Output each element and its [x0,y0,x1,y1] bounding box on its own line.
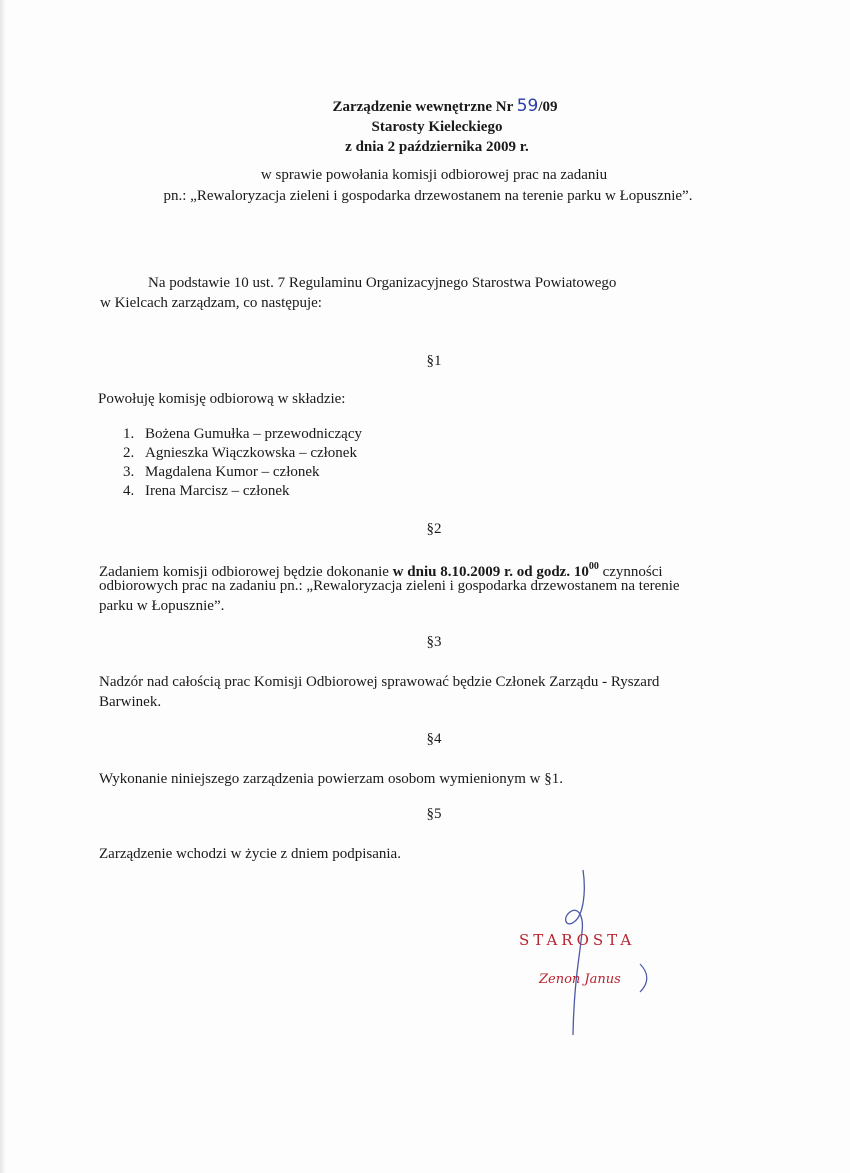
member-text: Irena Marcisz – członek [145,483,290,499]
member-text: Agnieszka Wiączkowska – członek [145,445,357,461]
handwritten-signature [500,860,680,1060]
title-suffix: /09 [538,99,558,115]
section-2-deadline-text: w dniu 8.10.2009 r. od godz. 10 [392,564,589,580]
subject-line-2-text: pn.: „Rewaloryzacja zieleni i gospodarka drzewostanem na terenie parku w Łopusznie”. [163,188,693,204]
list-item [123,482,362,501]
list-number: 1. [123,426,135,442]
section-3-line-2: Barwinek. [99,694,162,710]
section-2-text-b: czynności [598,564,663,580]
preamble-line-2: w Kielcach zarządzam, co następuje: [100,295,322,311]
commission-members-list [123,425,362,501]
document-date: z dnia 2 października 2009 r. [345,139,529,155]
section-4-line-1: Wykonanie niniejszego zarządzenia powierzam osobom wymienionym w §1. [99,771,563,787]
signature-stroke [566,870,585,1035]
list-number: 2. [123,445,135,461]
list-item [123,425,362,444]
section-5-mark: §5 [426,806,442,822]
list-item [123,463,362,482]
subject-line-1: w sprawie powołania komisji odbiorowej prac na zadaniu [260,167,608,183]
title-prefix: Zarządzenie wewnętrzne Nr [332,99,517,115]
section-1-mark: §1 [426,353,442,369]
section-2-mark: §2 [426,521,442,537]
section-2-deadline-minutes: 00 [588,561,599,572]
section-2-text-a: Zadaniem komisji odbiorowej będzie dokonanie [99,564,393,580]
section-3-line-1: Nadzór nad całością prac Komisji Odbiorowej sprawować będzie Członek Zarządu - Ryszard [99,674,660,690]
section-2-line-3: parku w Łopusznie”. [99,598,225,614]
list-item [123,444,362,463]
section-2-line-2: odbiorowych prac na zadaniu pn.: „Rewaloryzacja zieleni i gospodarka drzewostanem na terenie [99,578,680,594]
document-title [0,96,850,117]
preamble-line-1: Na podstawie 10 ust. 7 Regulaminu Organizacyjnego Starostwa Powiatowego [148,275,617,291]
member-text: Bożena Gumułka – przewodniczący [145,426,362,442]
stamp-name: Zenon Janus [539,972,621,987]
list-number: 4. [123,483,135,499]
section-1-intro: Powołuję komisję odbiorową w składzie: [98,391,346,407]
section-4-mark: §4 [426,731,442,747]
stamp-title: STAROSTA [519,931,636,949]
member-text: Magdalena Kumor – członek [145,464,320,480]
section-3-mark: §3 [426,634,442,650]
document-issuer: Starosty Kieleckiego [371,119,503,135]
handwritten-number: 59 [516,96,539,116]
list-number: 3. [123,464,135,480]
subject-line-2 [0,186,850,206]
section-5-line-1: Zarządzenie wchodzi w życie z dniem podpisania. [99,846,401,862]
signature-flourish [640,964,647,992]
